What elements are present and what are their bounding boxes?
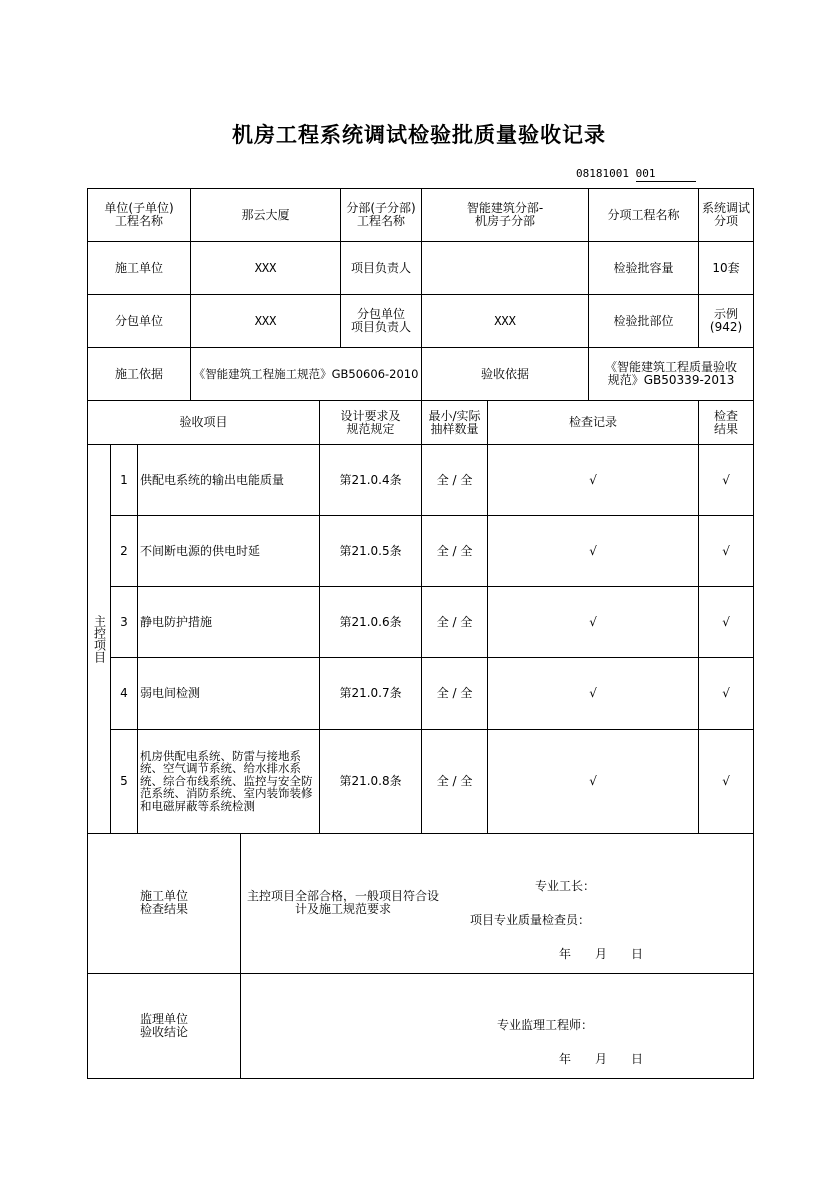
- table-row: [88, 445, 754, 516]
- item-name: 弱电间检测: [138, 658, 320, 729]
- subcontractor-value: XXX: [191, 295, 341, 348]
- col-header-result: 检查 结果: [699, 401, 754, 445]
- item-result: √: [699, 658, 754, 729]
- pm-value: [422, 242, 589, 295]
- acceptance-basis-value: 《智能建筑工程质量验收 规范》GB50339-2013: [589, 348, 754, 401]
- item-record: √: [488, 445, 699, 516]
- location-label: 检验批部位: [589, 295, 699, 348]
- pm-label: 项目负责人: [341, 242, 422, 295]
- item-sample: 全 / 全: [422, 516, 488, 587]
- item-name: 不间断电源的供电时延: [138, 516, 320, 587]
- foreman-label: 专业工长：: [535, 878, 596, 893]
- sub-pm-label: 分包单位 项目负责人: [341, 295, 422, 348]
- division-value: 智能建筑分部- 机房子分部: [422, 189, 589, 242]
- supervisor-check-body: [241, 973, 754, 1078]
- item-result: √: [699, 516, 754, 587]
- subitem-label: 分项工程名称: [589, 189, 699, 242]
- acceptance-basis-label: 验收依据: [422, 348, 589, 401]
- item-record: √: [488, 658, 699, 729]
- sub-pm-value: XXX: [422, 295, 589, 348]
- item-name: 静电防护措施: [138, 587, 320, 658]
- location-value: 示例(942): [699, 295, 754, 348]
- supervisor-date: 年 月 日: [559, 1051, 644, 1066]
- item-sample: 全 / 全: [422, 729, 488, 833]
- acceptance-record-table: [87, 188, 754, 1079]
- table-row: [88, 729, 754, 833]
- table-row: [88, 658, 754, 729]
- contractor-value: XXX: [191, 242, 341, 295]
- item-record: √: [488, 587, 699, 658]
- contractor-label: 施工单位: [88, 242, 191, 295]
- basis-label: 施工依据: [88, 348, 191, 401]
- capacity-label: 检验批容量: [589, 242, 699, 295]
- supervisor-check-label: 监理单位 验收结论: [88, 973, 241, 1078]
- item-clause: 第21.0.8条: [320, 729, 422, 833]
- item-name: 机房供配电系统、防雷与接地系统、空气调节系统、给水排水系统、综合布线系统、监控与安全防范系统、消防系统、室内装饰装修和电磁屏蔽等系统检测: [138, 729, 320, 833]
- capacity-value: 10套: [699, 242, 754, 295]
- item-record: √: [488, 516, 699, 587]
- unit-value: 那云大厦: [191, 189, 341, 242]
- col-header-item: 验收项目: [88, 401, 320, 445]
- item-clause: 第21.0.7条: [320, 658, 422, 729]
- contractor-date: 年 月 日: [559, 946, 644, 961]
- subcontractor-label: 分包单位: [88, 295, 191, 348]
- doc-number-suffix: 001: [635, 167, 656, 180]
- contractor-check-label: 施工单位 检查结果: [88, 833, 241, 973]
- item-sample: 全 / 全: [422, 445, 488, 516]
- table-row: [88, 587, 754, 658]
- subitem-value: 系统调试 分项: [699, 189, 754, 242]
- item-result: √: [699, 587, 754, 658]
- unit-label: 单位(子单位) 工程名称: [88, 189, 191, 242]
- item-clause: 第21.0.5条: [320, 516, 422, 587]
- item-no: 1: [111, 445, 138, 516]
- item-no: 4: [111, 658, 138, 729]
- doc-number: [576, 167, 655, 180]
- quality-inspector-label: 项目专业质量检查员：: [470, 912, 591, 927]
- item-clause: 第21.0.4条: [320, 445, 422, 516]
- item-record: √: [488, 729, 699, 833]
- item-sample: 全 / 全: [422, 658, 488, 729]
- page-title: 机房工程系统调试检验批质量验收记录: [232, 122, 606, 147]
- item-no: 3: [111, 587, 138, 658]
- item-sample: 全 / 全: [422, 587, 488, 658]
- item-clause: 第21.0.6条: [320, 587, 422, 658]
- item-result: √: [699, 445, 754, 516]
- basis-value: 《智能建筑工程施工规范》GB50606-2010: [191, 348, 422, 401]
- contractor-check-body: [241, 833, 754, 973]
- contractor-conclusion: 主控项目全部合格，一般项目符合设 计及施工规范要求: [247, 888, 440, 916]
- supervisor-engineer-label: 专业监理工程师：: [497, 1017, 594, 1032]
- col-header-record: 检查记录: [488, 401, 699, 445]
- item-name: 供配电系统的输出电能质量: [138, 445, 320, 516]
- item-no: 2: [111, 516, 138, 587]
- doc-number-main: 08181001: [576, 167, 629, 180]
- doc-number-underline: [636, 181, 696, 182]
- item-no: 5: [111, 729, 138, 833]
- col-header-design: 设计要求及 规范规定: [320, 401, 422, 445]
- item-result: √: [699, 729, 754, 833]
- division-label: 分部(子分部) 工程名称: [341, 189, 422, 242]
- col-header-sample: 最小/实际 抽样数量: [422, 401, 488, 445]
- main-control-label: 主控项目: [88, 445, 111, 833]
- table-row: [88, 516, 754, 587]
